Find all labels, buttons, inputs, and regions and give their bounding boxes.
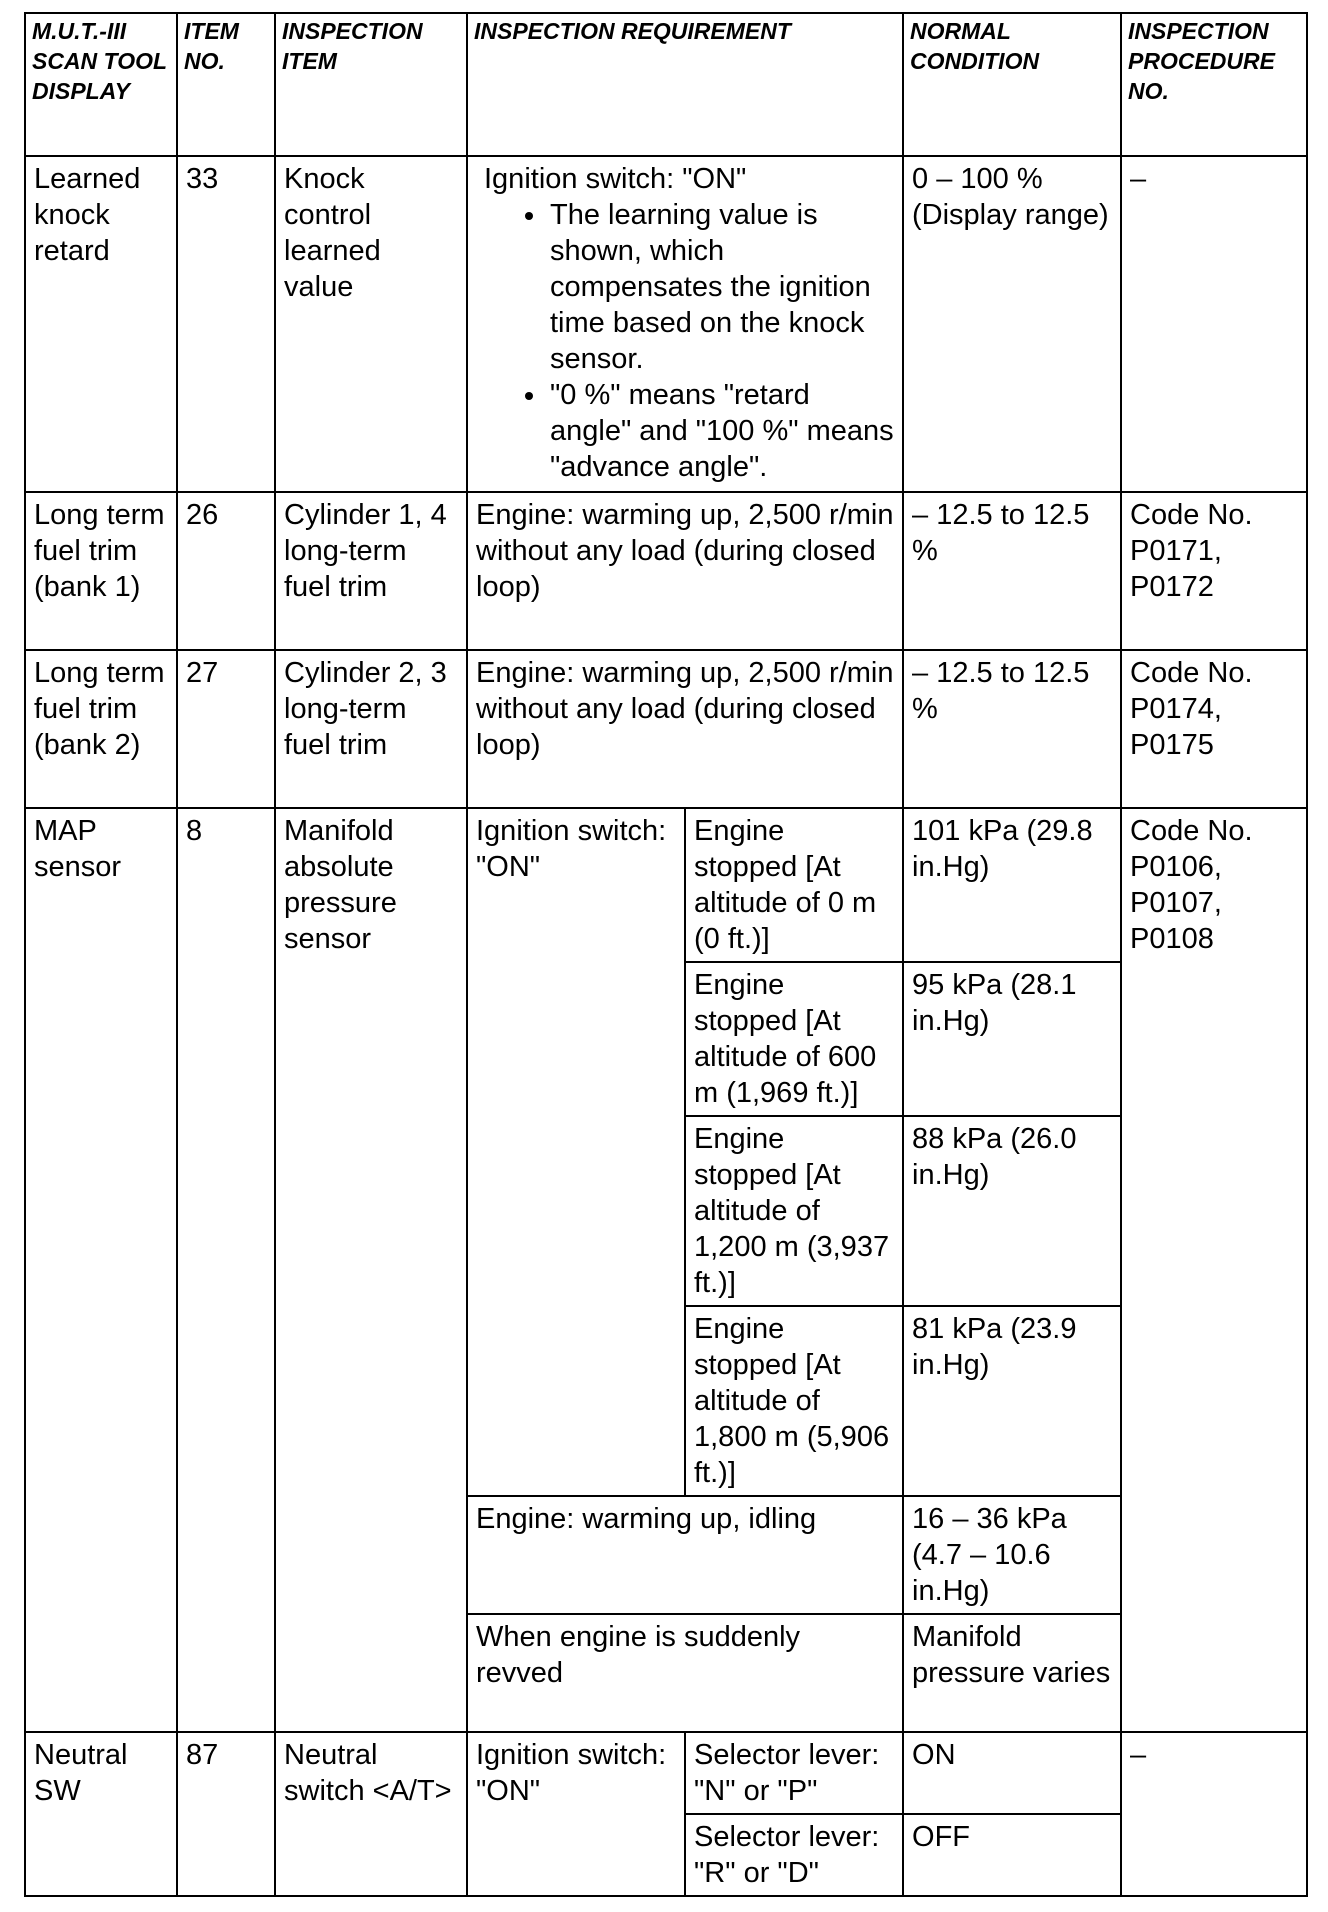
cell-display: Neutral SW — [25, 1732, 177, 1896]
cell-condition: Engine stopped [At altitude of 1,200 m (3,937 ft.)] — [685, 1116, 903, 1306]
cell-normal: OFF — [903, 1814, 1121, 1896]
cell-item-no: 27 — [177, 650, 275, 808]
cell-requirement: When engine is suddenly revved — [467, 1614, 903, 1732]
cell-condition: Engine stopped [At altitude of 1,800 m (5,906 ft.)] — [685, 1306, 903, 1496]
cell-requirement: Ignition switch: "ON" — [467, 808, 685, 1496]
cell-requirement: Engine: warming up, 2,500 r/min without any load (during closed loop) — [467, 650, 903, 808]
cell-item: Neutral switch <A/T> — [275, 1732, 467, 1896]
cell-normal: – 12.5 to 12.5 % — [903, 650, 1121, 808]
header-display: M.U.T.-III SCAN TOOL DISPLAY — [25, 13, 177, 156]
cell-display: MAP sensor — [25, 808, 177, 1732]
cell-requirement: Ignition switch: "ON" — [467, 1732, 685, 1896]
header-inspection-item: INSPECTION ITEM — [275, 13, 467, 156]
table-row — [25, 156, 1307, 492]
cell-item: Knock control learned value — [275, 156, 467, 492]
cell-normal: – 12.5 to 12.5 % — [903, 492, 1121, 650]
cell-display: Learned knock retard — [25, 156, 177, 492]
header-requirement: INSPECTION REQUIREMENT — [467, 13, 903, 156]
document-page — [24, 12, 1306, 1897]
cell-procedure: – — [1121, 1732, 1307, 1896]
cell-requirement — [467, 156, 903, 492]
cell-procedure: Code No. P0174, P0175 — [1121, 650, 1307, 808]
cell-item: Manifold absolute pressure sensor — [275, 808, 467, 1732]
cell-requirement: Engine: warming up, 2,500 r/min without any load (during closed loop) — [467, 492, 903, 650]
header-item-no: ITEM NO. — [177, 13, 275, 156]
inspection-table — [24, 12, 1308, 1897]
cell-display: Long term fuel trim (bank 1) — [25, 492, 177, 650]
table-row — [25, 650, 1307, 808]
cell-normal: ON — [903, 1732, 1121, 1814]
table-row — [25, 492, 1307, 650]
cell-item-no: 8 — [177, 808, 275, 1732]
cell-item: Cylinder 1, 4 long-term fuel trim — [275, 492, 467, 650]
cell-condition: Engine stopped [At altitude of 0 m (0 ft.)] — [685, 808, 903, 962]
header-normal-condition: NORMAL CONDITION — [903, 13, 1121, 156]
header-row — [25, 13, 1307, 156]
list-item: • "0 %" means "retard angle" and "100 %" means "advance angle". — [548, 377, 894, 485]
table-row — [25, 808, 1307, 962]
cell-normal: 0 – 100 % (Display range) — [903, 156, 1121, 492]
cell-normal: 81 kPa (23.9 in.Hg) — [903, 1306, 1121, 1496]
list-item: • The learning value is shown, which compensates the ignition time based on the knock sensor. — [548, 197, 894, 377]
cell-condition: Engine stopped [At altitude of 600 m (1,969 ft.)] — [685, 962, 903, 1116]
cell-item-no: 26 — [177, 492, 275, 650]
cell-display: Long term fuel trim (bank 2) — [25, 650, 177, 808]
requirement-bullets — [484, 197, 894, 485]
cell-item-no: 87 — [177, 1732, 275, 1896]
cell-procedure: Code No. P0106, P0107, P0108 — [1121, 808, 1307, 1732]
cell-normal: 101 kPa (29.8 in.Hg) — [903, 808, 1121, 962]
cell-requirement: Engine: warming up, idling — [467, 1496, 903, 1614]
cell-item-no: 33 — [177, 156, 275, 492]
table-row — [25, 1732, 1307, 1814]
requirement-text: Ignition switch: "ON" — [484, 163, 747, 195]
header-procedure-no: INSPECTION PROCEDURE NO. — [1121, 13, 1307, 156]
cell-normal: Manifold pressure varies — [903, 1614, 1121, 1732]
cell-procedure: Code No. P0171, P0172 — [1121, 492, 1307, 650]
cell-normal: 95 kPa (28.1 in.Hg) — [903, 962, 1121, 1116]
cell-normal: 88 kPa (26.0 in.Hg) — [903, 1116, 1121, 1306]
cell-condition: Selector lever: "R" or "D" — [685, 1814, 903, 1896]
cell-procedure: – — [1121, 156, 1307, 492]
cell-condition: Selector lever: "N" or "P" — [685, 1732, 903, 1814]
cell-normal: 16 – 36 kPa (4.7 – 10.6 in.Hg) — [903, 1496, 1121, 1614]
cell-item: Cylinder 2, 3 long-term fuel trim — [275, 650, 467, 808]
